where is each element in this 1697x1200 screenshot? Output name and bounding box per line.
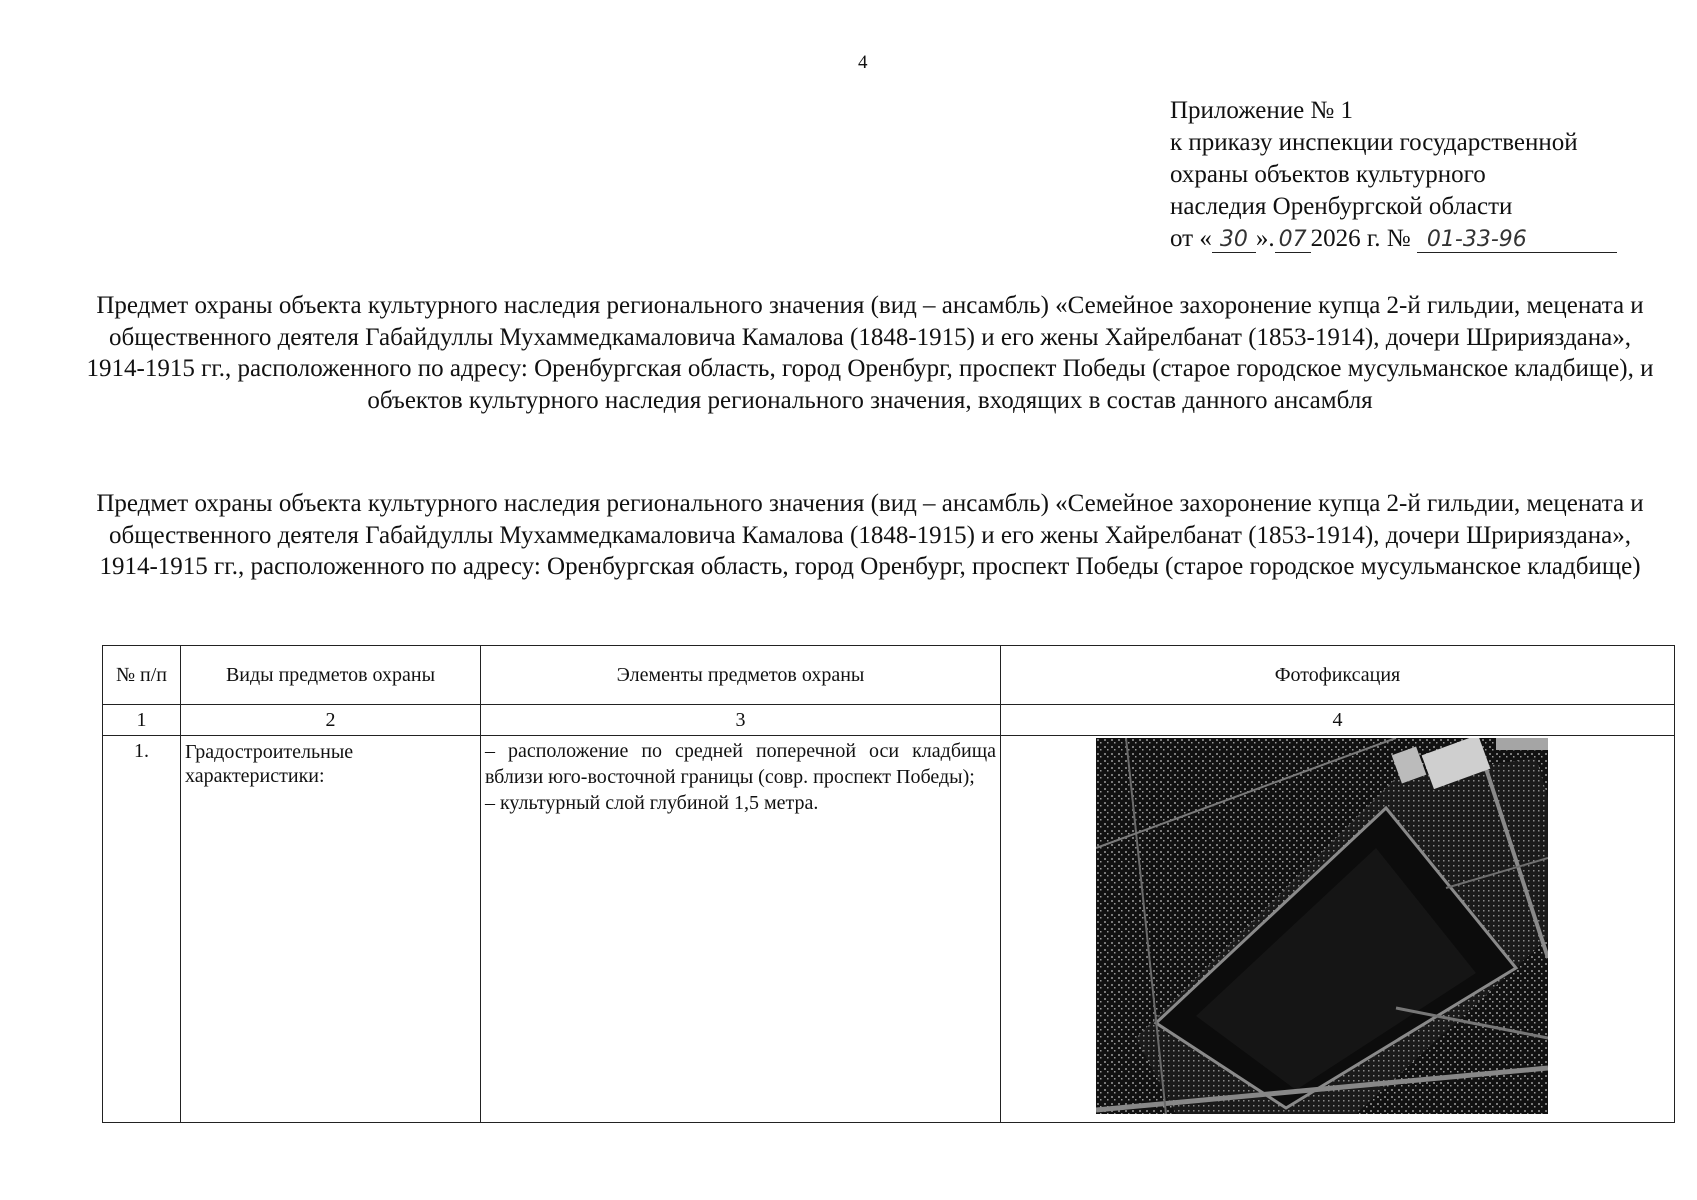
column-number-row [103,705,1675,736]
date-day: 30 [1212,228,1256,253]
appendix-line: наследия Оренбургской области [1170,193,1513,220]
date-mid: ». [1255,225,1275,252]
appendix-line: охраны объектов культурного [1170,161,1486,188]
document-subtitle: Предмет охраны объекта культурного наследия регионального значения (вид – ансамбль) «Семейное захоронение купца 2-й гильдии, мецената и общественного деятеля Габайдуллы Мухаммедкамаловича Камалова (1848-1915) и его жены Хайрелбанат (1853-1914), дочери Шририяздана», 1914-1915 гг., расположенного по адресу: Оренбургская область, город Оренбург, проспект Победы (старое городское мусульманское кладбище) [96,490,1644,580]
date-prefix: от « [1170,225,1212,252]
appendix-line: к приказу инспекции государственной [1170,129,1578,156]
column-number: 3 [481,705,1001,736]
photo-cell [1001,736,1675,1123]
appendix-title: Приложение № 1 [1170,97,1354,124]
date-suffix: 2026 г. № [1310,225,1411,252]
column-number: 1 [103,705,181,736]
appendix-block [1170,95,1650,255]
header-photo: Фотофиксация [1001,646,1675,705]
column-number: 4 [1001,705,1675,736]
appendix-date-line [1170,223,1650,255]
row-elements [481,736,1001,1123]
row-type: Градостроительные характеристики: [181,736,481,1123]
protection-table [102,645,1675,1123]
date-month: 07 [1275,228,1311,253]
column-number: 2 [181,705,481,736]
table-row [103,736,1675,1123]
document-title: Предмет охраны объекта культурного наследия регионального значения (вид – ансамбль) «Семейное захоронение купца 2-й гильдии, мецената и общественного деятеля Габайдуллы Мухаммедкамаловича Камалова (1848-1915) и его жены Хайрелбанат (1853-1914), дочери Шририяздана», 1914-1915 гг., расположенного по адресу: Оренбургская область, город Оренбург, проспект Победы (старое городское мусульманское кладбище), и объектов культурного наследия регионального значения, входящих в состав данного ансамбля [86,292,1654,414]
table-header-row [103,646,1675,705]
page-number: 4 [858,52,868,73]
header-elements: Элементы предметов охраны [481,646,1001,705]
header-num: № п/п [103,646,181,705]
element-item: – культурный слой глубиной 1,5 метра. [485,792,819,814]
aerial-photo [1096,738,1548,1114]
order-number: 01-33-96 [1417,228,1617,253]
element-item: – расположение по средней поперечной оси кладбища вблизи юго-восточной границы (совр. проспект Победы); [485,740,996,788]
header-type: Виды предметов охраны [181,646,481,705]
row-number: 1. [103,736,181,1123]
